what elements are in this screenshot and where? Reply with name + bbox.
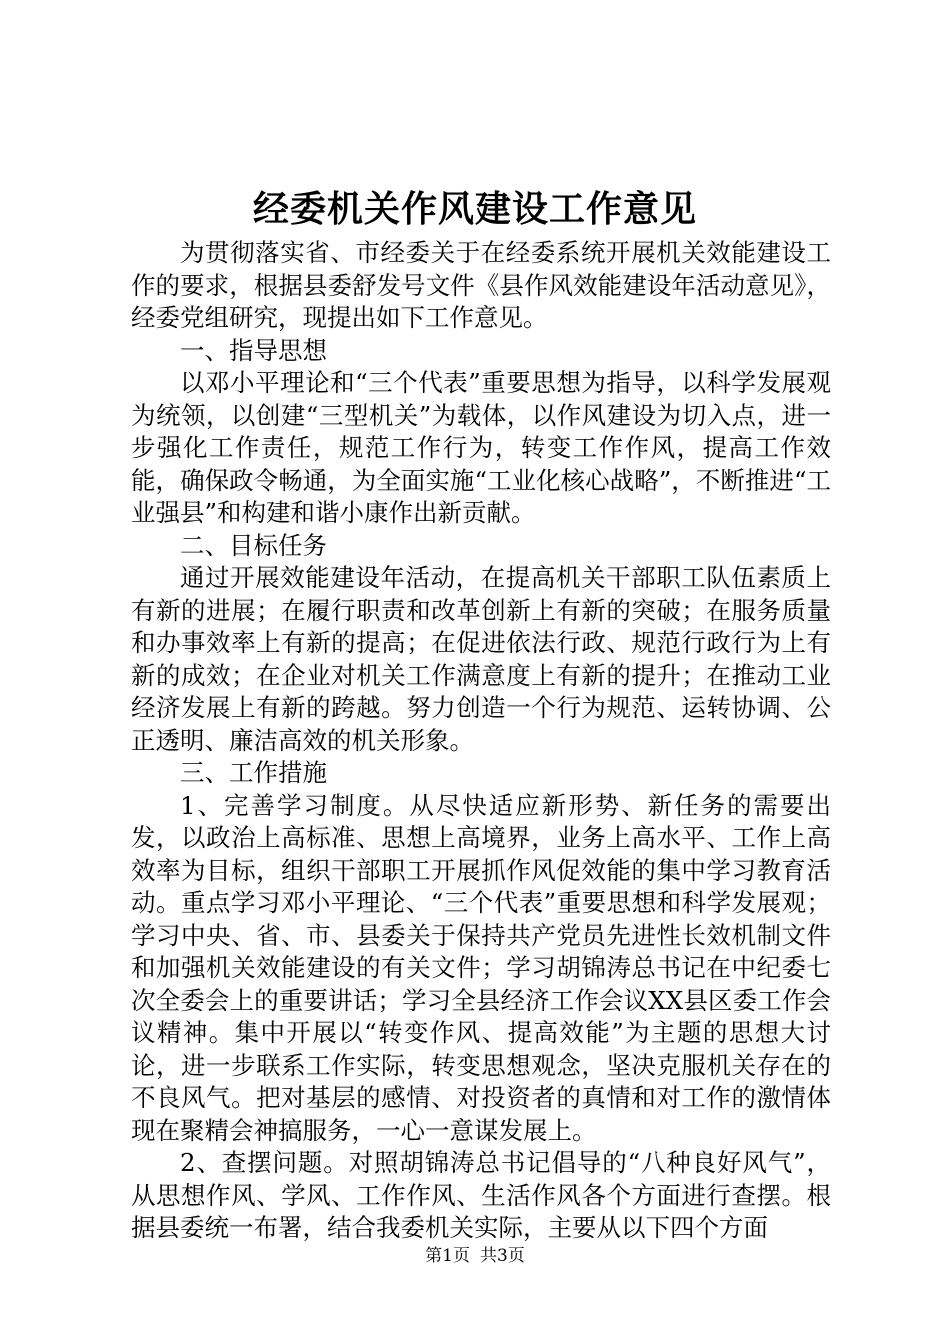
document-body <box>131 237 831 1245</box>
paragraph-intro: 为贯彻落实省、市经委关于在经委系统开展机关效能建设工作的要求，根据县委舒发号文件《县作风效能建设年活动意见》，经委党组研究，现提出如下工作意见。 <box>131 238 831 332</box>
section-heading-guiding-ideology: 一、指导思想 <box>180 335 327 365</box>
paragraph-objectives: 通过开展效能建设年活动，在提高机关干部职工队伍素质上有新的进展；在履行职责和改革创新上有新的突破；在服务质量和办事效率上有新的提高；在促进依法行政、规范行政行为上有新的成效；在企业对机关工作满意度上有新的提升；在推动工业经济发展上有新的跨越。努力创造一个行为规范、运转协调、公正透明、廉洁高效的机关形象。 <box>131 563 831 755</box>
page-number: 第1页 <box>425 1246 470 1266</box>
paragraph-guiding-ideology: 以邓小平理论和“三个代表”重要思想为指导，以科学发展观为统领，以创建“三型机关”为载体，以作风建设为切入点，进一步强化工作责任，规范工作行为，转变工作作风，提高工作效能，确保政令畅通，为全面实施“工业化核心战略”，不断推进“工业强县”和构建和谐小康作出新贡献。 <box>131 368 831 527</box>
paragraph-measure-2: 2、查摆问题。对照胡锦涛总书记倡导的“八种良好风气”，从思想作风、学风、工作作风、生活作风各个方面进行查摆。根据县委统一布署，结合我委机关实际，主要从以下四个方面 <box>131 1148 831 1242</box>
page-footer <box>0 1244 950 1268</box>
section-heading-objectives: 二、目标任务 <box>180 530 327 560</box>
page-total: 共3页 <box>480 1246 525 1266</box>
document-title: 经委机关作风建设工作意见 <box>252 188 697 230</box>
section-heading-measures: 三、工作措施 <box>180 758 327 787</box>
paragraph-measure-1: 1、完善学习制度。从尽快适应新形势、新任务的需要出发，以政治上高标准、思想上高境界，业务上高水平、工作上高效率为目标，组织干部职工开展抓作风促效能的集中学习教育活动。重点学习邓小平理论、“三个代表”重要思想和科学发展观；学习中央、省、市、县委关于保持共产党员先进性长效机制文件和加强机关效能建设的有关文件；学习胡锦涛总书记在中纪委七次全委会上的重要讲话；学习全县经济工作会议XX县区委工作会议精神。集中开展以“转变作风、提高效能”为主题的思想大讨论，进一步联系工作实际，转变思想观念，坚决克服机关存在的不良风气。把对基层的感情、对投资者的真情和对工作的激情体现在聚精会神搞服务，一心一意谋发展上。 <box>131 790 831 1145</box>
